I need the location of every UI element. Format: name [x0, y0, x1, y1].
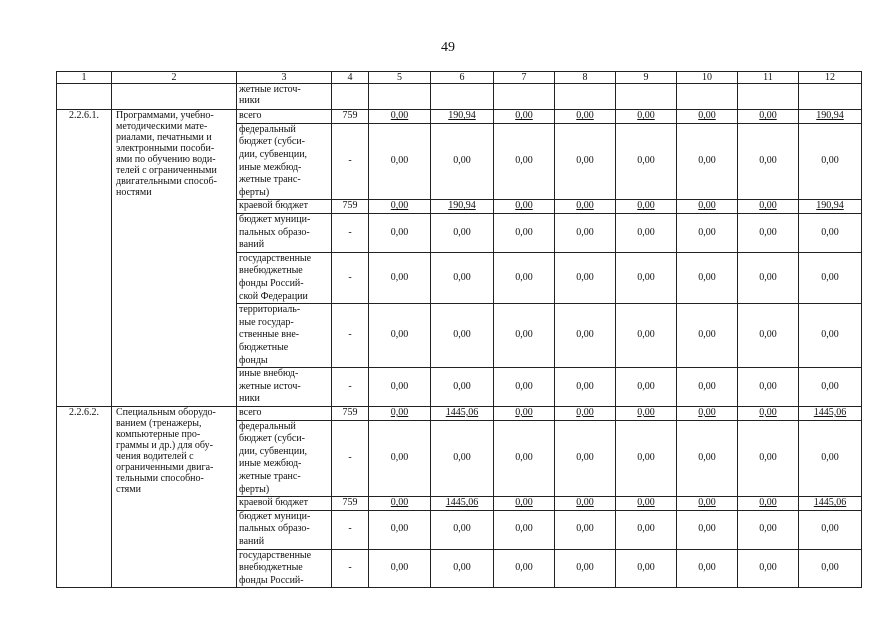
value-cell: 0,00: [494, 200, 555, 214]
value-cell: 0,00: [369, 123, 431, 200]
value-cell: 0,00: [738, 200, 799, 214]
value-cell: 0,00: [738, 510, 799, 549]
funding-source-cell: иные внебюд- жетные источ- ники: [237, 368, 332, 407]
value-cell: 0,00: [799, 368, 862, 407]
cell-empty: [431, 84, 494, 110]
value-cell: 0,00: [369, 497, 431, 511]
value-cell: 1445,06: [431, 406, 494, 420]
value-cell: 0,00: [677, 497, 738, 511]
value-cell: 0,00: [738, 420, 799, 497]
table-row: [57, 406, 862, 420]
column-header-5: 5: [369, 72, 431, 84]
value-cell: 0,00: [677, 549, 738, 588]
funding-source-cell: краевой бюджет: [237, 200, 332, 214]
value-cell: 0,00: [431, 510, 494, 549]
value-cell: 0,00: [555, 123, 616, 200]
funding-source-cell: федеральный бюджет (субси- дии, субвенции, иные межбюд- жетные транс- ферты): [237, 420, 332, 497]
budget-table: [56, 71, 862, 588]
value-cell: 0,00: [494, 549, 555, 588]
value-cell: 0,00: [431, 304, 494, 368]
code-cell: -: [332, 420, 369, 497]
column-header-7: 7: [494, 72, 555, 84]
value-cell: 0,00: [677, 510, 738, 549]
value-cell: 0,00: [677, 252, 738, 303]
funding-source-cell: государственные внебюджетные фонды Россий- ской Федерации: [237, 252, 332, 303]
value-cell: 0,00: [677, 200, 738, 214]
funding-source-cell: бюджет муници- пальных образо- ваний: [237, 213, 332, 252]
funding-source-cell: жетные источ- ники: [237, 84, 332, 110]
value-cell: 0,00: [738, 123, 799, 200]
value-cell: 0,00: [738, 406, 799, 420]
cell-empty: [369, 84, 431, 110]
value-cell: 0,00: [555, 368, 616, 407]
item-name: Специальным оборудо- ванием (тренажеры, компьютерные про- граммы и др.) для обу- чения водителей с ограниченными двига- тельными способно- стями: [112, 406, 237, 587]
column-header-1: 1: [57, 72, 112, 84]
page-number: 49: [441, 40, 455, 55]
value-cell: 0,00: [494, 368, 555, 407]
column-header-3: 3: [237, 72, 332, 84]
funding-source-cell: территориаль- ные государ- ственные вне- бюджетные фонды: [237, 304, 332, 368]
value-cell: 0,00: [799, 549, 862, 588]
funding-source-cell: федеральный бюджет (субси- дии, субвенции, иные межбюд- жетные транс- ферты): [237, 123, 332, 200]
value-cell: 0,00: [799, 213, 862, 252]
code-cell: -: [332, 549, 369, 588]
value-cell: 0,00: [616, 497, 677, 511]
value-cell: 0,00: [616, 368, 677, 407]
value-cell: 0,00: [555, 200, 616, 214]
value-cell: 0,00: [616, 406, 677, 420]
cell-empty: [57, 84, 112, 110]
code-cell: -: [332, 213, 369, 252]
value-cell: 1445,06: [799, 406, 862, 420]
item-name: Программами, учебно- методическими мате- риалами, печатными и электронными пособи- ями по обучению води- телей с ограниченными двигательными способ- ностями: [112, 110, 237, 407]
value-cell: 1445,06: [799, 497, 862, 511]
value-cell: 0,00: [677, 123, 738, 200]
code-cell: 759: [332, 110, 369, 124]
value-cell: 0,00: [616, 200, 677, 214]
value-cell: 0,00: [738, 110, 799, 124]
value-cell: 0,00: [616, 252, 677, 303]
value-cell: 0,00: [369, 368, 431, 407]
cell-empty: [555, 84, 616, 110]
value-cell: 0,00: [677, 110, 738, 124]
code-cell: -: [332, 123, 369, 200]
cell-empty: [494, 84, 555, 110]
column-header-6: 6: [431, 72, 494, 84]
value-cell: 0,00: [738, 368, 799, 407]
value-cell: 0,00: [431, 252, 494, 303]
value-cell: 0,00: [616, 549, 677, 588]
column-header-8: 8: [555, 72, 616, 84]
value-cell: 0,00: [431, 213, 494, 252]
code-cell: -: [332, 368, 369, 407]
value-cell: 0,00: [799, 123, 862, 200]
item-code: 2.2.6.1.: [57, 110, 112, 407]
value-cell: 0,00: [616, 123, 677, 200]
value-cell: 0,00: [738, 497, 799, 511]
value-cell: 0,00: [494, 510, 555, 549]
value-cell: 0,00: [369, 110, 431, 124]
value-cell: 0,00: [369, 252, 431, 303]
code-cell: -: [332, 252, 369, 303]
value-cell: 0,00: [494, 420, 555, 497]
value-cell: 0,00: [431, 549, 494, 588]
funding-source-cell: бюджет муници- пальных образо- ваний: [237, 510, 332, 549]
value-cell: 0,00: [677, 420, 738, 497]
value-cell: 0,00: [555, 420, 616, 497]
value-cell: 190,94: [799, 200, 862, 214]
value-cell: 0,00: [494, 497, 555, 511]
cell-empty: [112, 84, 237, 110]
value-cell: 0,00: [555, 497, 616, 511]
value-cell: 0,00: [369, 420, 431, 497]
cell-empty: [799, 84, 862, 110]
value-cell: 0,00: [369, 510, 431, 549]
header-row: [57, 72, 862, 84]
cell-empty: [332, 84, 369, 110]
value-cell: 0,00: [616, 110, 677, 124]
value-cell: 0,00: [369, 213, 431, 252]
value-cell: 0,00: [431, 368, 494, 407]
value-cell: 0,00: [677, 213, 738, 252]
column-header-2: 2: [112, 72, 237, 84]
column-header-12: 12: [799, 72, 862, 84]
value-cell: 0,00: [555, 510, 616, 549]
value-cell: 0,00: [799, 304, 862, 368]
value-cell: 0,00: [494, 304, 555, 368]
funding-source-cell: государственные внебюджетные фонды Россий-: [237, 549, 332, 588]
value-cell: 1445,06: [431, 497, 494, 511]
value-cell: 0,00: [494, 123, 555, 200]
value-cell: 0,00: [369, 304, 431, 368]
column-header-9: 9: [616, 72, 677, 84]
funding-source-cell: краевой бюджет: [237, 497, 332, 511]
value-cell: 190,94: [431, 200, 494, 214]
table-row: [57, 84, 862, 110]
value-cell: 0,00: [677, 368, 738, 407]
value-cell: 0,00: [555, 110, 616, 124]
value-cell: 0,00: [494, 406, 555, 420]
table-body: [57, 72, 862, 588]
value-cell: 0,00: [431, 420, 494, 497]
value-cell: 0,00: [555, 304, 616, 368]
value-cell: 0,00: [555, 549, 616, 588]
value-cell: 190,94: [799, 110, 862, 124]
value-cell: 0,00: [799, 420, 862, 497]
table-row: [57, 110, 862, 124]
value-cell: 0,00: [616, 420, 677, 497]
value-cell: 0,00: [555, 213, 616, 252]
value-cell: 0,00: [799, 252, 862, 303]
value-cell: 0,00: [677, 304, 738, 368]
column-header-11: 11: [738, 72, 799, 84]
funding-source-cell: всего: [237, 110, 332, 124]
code-cell: 759: [332, 406, 369, 420]
value-cell: 190,94: [431, 110, 494, 124]
value-cell: 0,00: [369, 406, 431, 420]
value-cell: 0,00: [369, 200, 431, 214]
value-cell: 0,00: [616, 213, 677, 252]
value-cell: 0,00: [616, 304, 677, 368]
code-cell: -: [332, 304, 369, 368]
column-header-10: 10: [677, 72, 738, 84]
value-cell: 0,00: [431, 123, 494, 200]
code-cell: 759: [332, 497, 369, 511]
value-cell: 0,00: [677, 406, 738, 420]
column-header-4: 4: [332, 72, 369, 84]
value-cell: 0,00: [738, 549, 799, 588]
cell-empty: [738, 84, 799, 110]
value-cell: 0,00: [555, 252, 616, 303]
value-cell: 0,00: [738, 304, 799, 368]
value-cell: 0,00: [494, 252, 555, 303]
value-cell: 0,00: [738, 252, 799, 303]
funding-source-cell: всего: [237, 406, 332, 420]
code-cell: 759: [332, 200, 369, 214]
value-cell: 0,00: [555, 406, 616, 420]
cell-empty: [677, 84, 738, 110]
value-cell: 0,00: [616, 510, 677, 549]
value-cell: 0,00: [494, 110, 555, 124]
cell-empty: [616, 84, 677, 110]
code-cell: -: [332, 510, 369, 549]
value-cell: 0,00: [494, 213, 555, 252]
value-cell: 0,00: [799, 510, 862, 549]
item-code: 2.2.6.2.: [57, 406, 112, 587]
value-cell: 0,00: [369, 549, 431, 588]
value-cell: 0,00: [738, 213, 799, 252]
